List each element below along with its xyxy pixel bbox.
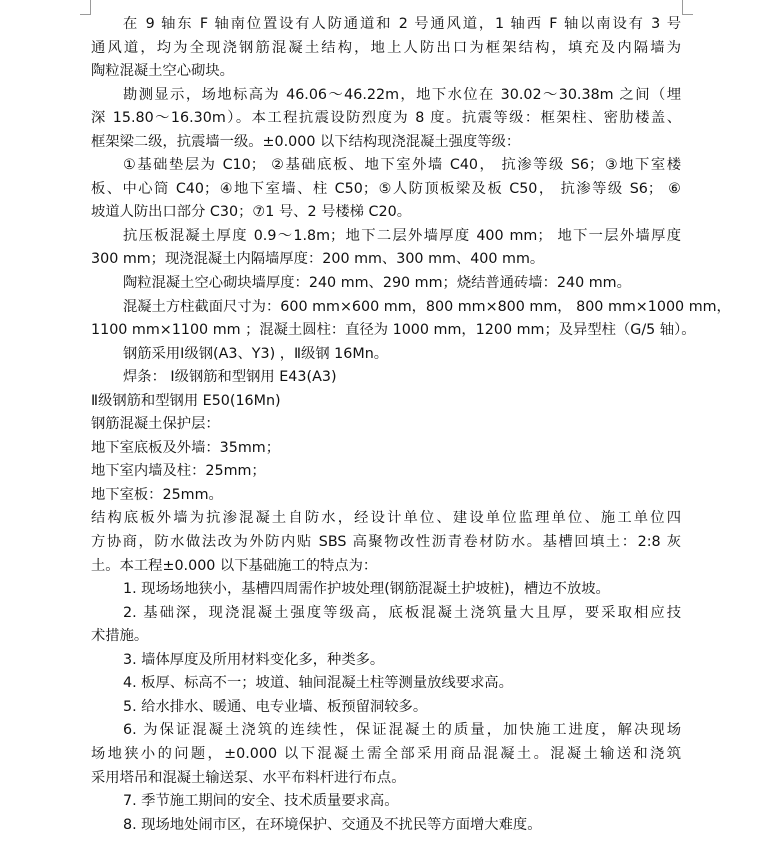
margin-corner-mark-left — [80, 0, 91, 15]
margin-corner-mark-right — [682, 0, 693, 15]
text-line: ①基础垫层为 C10； ②基础底板、地下室外墙 C40， 抗渗等级 S6；③地下室楼 — [123, 157, 681, 174]
text-line: 板、中心筒 C40；④地下室墙、柱 C50；⑤人防顶板梁及板 C50， 抗渗等级 S6； ⑥ — [91, 180, 681, 197]
text-line: 3. 墙体厚度及所用材料变化多，种类多。 — [123, 651, 385, 668]
text-line: 钢筋采用Ⅰ级钢(A3、Y3) ，Ⅱ级钢 16Mn。 — [123, 345, 389, 362]
text-line: 2. 基础深，现浇混凝土强度等级高，底板混凝土浇筑量大且厚，要采取相应技 — [123, 604, 681, 621]
text-line: 抗压板混凝土厚度 0.9～1.8m；地下二层外墙厚度 400 mm； 地下一层外墙厚度 — [123, 227, 681, 244]
text-line: 场地狭小的问题，±0.000 以下混凝土需全部采用商品混凝土。混凝土输送和浇筑 — [91, 745, 681, 762]
text-line: 方协商，防水做法改为外防内贴 SBS 高聚物改性沥青卷材防水。基槽回填土：2:8 灰 — [91, 534, 681, 551]
text-line: 深 15.80～16.30m）。本工程抗震设防烈度为 8 度。抗震等级：框架柱、密肋楼盖、 — [91, 110, 681, 127]
text-line: 地下室板：25mm。 — [91, 486, 223, 503]
text-line: 焊条： Ⅰ级钢筋和型钢用 E43(A3) — [123, 369, 337, 386]
text-line: 采用塔吊和混凝土输送泵、水平布料杆进行布点。 — [91, 769, 406, 786]
text-line: 陶粒混凝土空心砌块墙厚度：240 mm、290 mm；烧结普通砖墙：240 mm。 — [123, 275, 631, 292]
text-line: 地下室底板及外墙：35mm； — [91, 439, 281, 456]
text-line: 混凝土方柱截面尺寸为：600 mm×600 mm，800 mm×800 mm， 800 mm×1000 mm， — [123, 298, 731, 315]
text-line: Ⅱ级钢筋和型钢用 E50(16Mn) — [91, 392, 281, 409]
text-line: 通风道，均为全现浇钢筋混凝土结构，地上人防出口为框架结构，填充及内隔墙为 — [91, 39, 681, 56]
text-line: 陶粒混凝土空心砌块。 — [91, 63, 234, 80]
text-line: 在 9 轴东 F 轴南位置设有人防通道和 2 号通风道，1 轴西 F 轴以南设有 3 号 — [123, 16, 681, 32]
text-line: 1100 mm×1100 mm ；混凝土圆柱：直径为 1000 mm，1200 mm；及异型柱（G/5 轴）。 — [91, 322, 696, 339]
text-line: 7. 季节施工期间的安全、技术质量要求高。 — [123, 793, 399, 810]
text-line: 4. 板厚、标高不一；坡道、轴间混凝土柱等测量放线要求高。 — [123, 675, 513, 692]
text-line: 5. 给水排水、暖通、电专业墙、板预留洞较多。 — [123, 698, 428, 715]
text-line: 框架梁二级，抗震墙一级。±0.000 以下结构现浇混凝土强度等级： — [91, 133, 521, 150]
text-line: 结构底板外墙为抗渗混凝土自防水，经设计单位、建设单位监理单位、施工单位四 — [91, 510, 681, 527]
text-line: 6. 为保证混凝土浇筑的连续性，保证混凝土的质量，加快施工进度，解决现场 — [123, 722, 681, 739]
text-line: 300 mm；现浇混凝土内隔墙厚度：200 mm、300 mm、400 mm。 — [91, 251, 545, 268]
text-line: 1. 现场场地狭小，基槽四周需作护坡处理(钢筋混凝土护坡桩)，槽边不放坡。 — [123, 581, 610, 598]
text-line: 土。本工程±0.000 以下基础施工的特点为： — [91, 557, 378, 574]
text-line: 勘测显示，场地标高为 46.06～46.22m，地下水位在 30.02～30.38m 之间（埋 — [123, 86, 681, 103]
document-body[interactable] — [91, 13, 731, 837]
text-line: 术措施。 — [91, 628, 149, 645]
text-line: 8. 现场地处闹市区，在环境保护、交通及不扰民等方面增大难度。 — [123, 816, 542, 833]
text-line: 地下室内墙及柱：25mm； — [91, 463, 266, 480]
text-line: 坡道人防出口部分 C30；⑦1 号、2 号楼梯 C20。 — [91, 204, 411, 221]
text-line: 钢筋混凝土保护层： — [91, 416, 220, 433]
